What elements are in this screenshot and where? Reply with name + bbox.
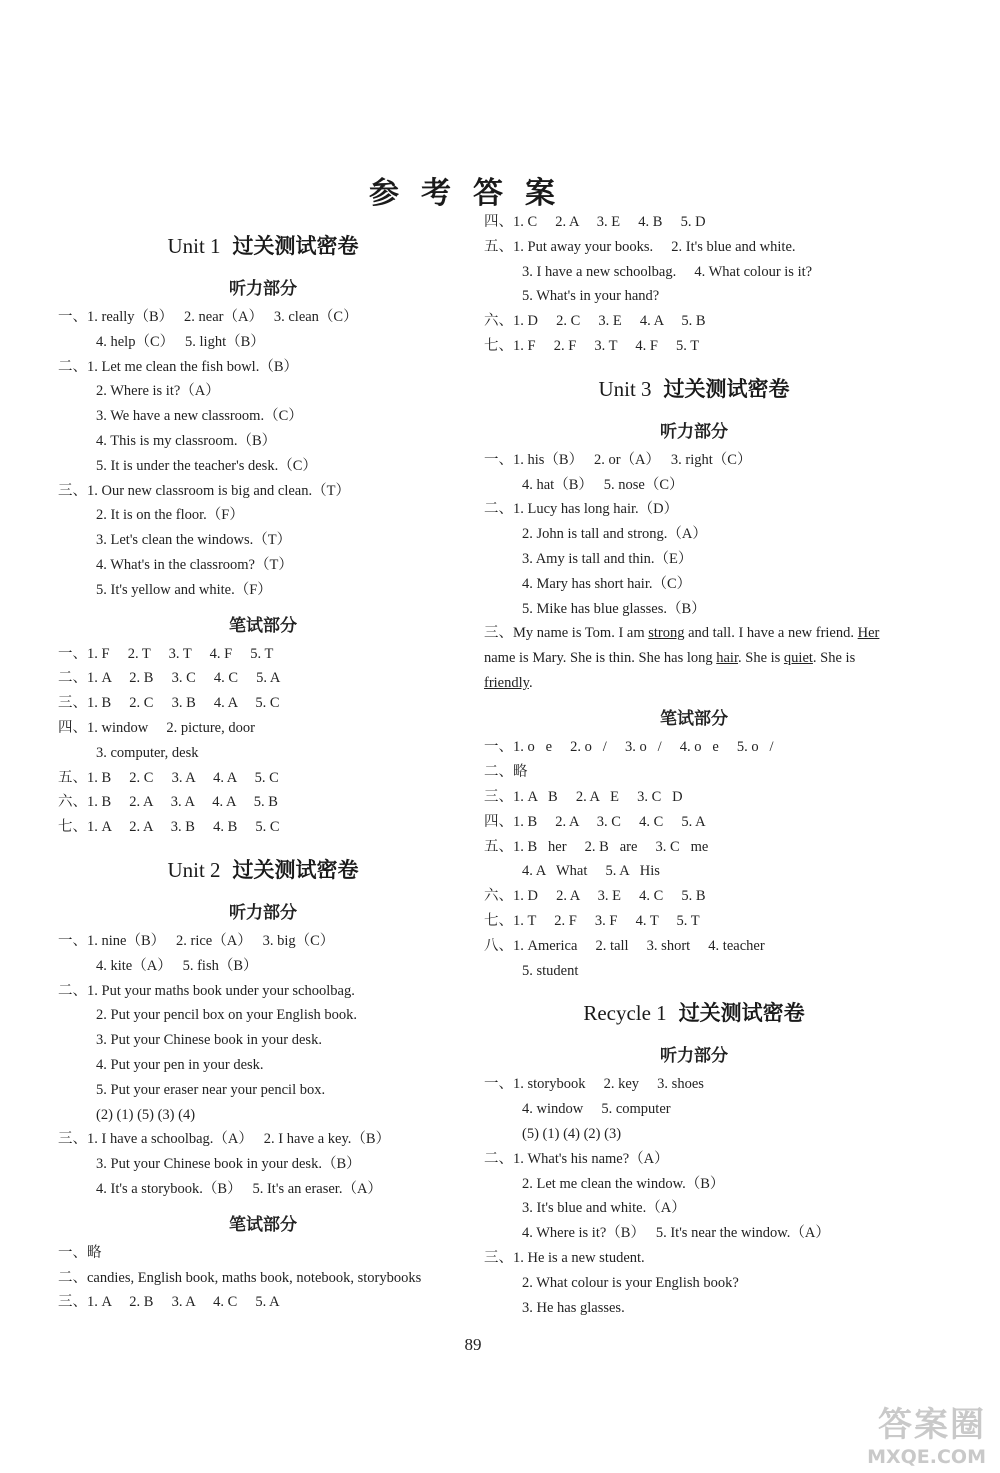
answer-line: 4. hat（B） 5. nose（C） [522, 476, 684, 493]
answer-line: 三、1. I have a schoolbag.（A） 2. I have a key.（B） [58, 1131, 391, 1148]
unit2-written-answers-cont [484, 210, 904, 359]
unit1-subtitle: 过关测试密卷 [232, 234, 359, 258]
answer-line: 三、1. B 2. C 3. B 4. A 5. C [58, 695, 280, 712]
answer-line: 一、1. F 2. T 3. T 4. F 5. T [58, 645, 274, 662]
watermark-logo [796, 1397, 986, 1467]
recycle1-subtitle: 过关测试密卷 [678, 1001, 805, 1026]
answer-line: 二、1. Let me clean the fish bowl.（B） [58, 358, 299, 375]
answer-line: 3. I have a new schoolbag. 4. What colour is it? [522, 263, 813, 280]
unit3-passage: 三、My name is Tom. I am strong and tall. I have a new friend. Her name is Mary. She is thin. She has long hair. She is quiet. She is friendly. [484, 625, 880, 692]
answer-line: 3. It's blue and white.（A） [522, 1200, 686, 1217]
unit3-listening-heading: 听力部分 [660, 421, 728, 442]
answer-line: 2. What colour is your English book? [522, 1274, 739, 1291]
answer-line: 4. window 5. computer [522, 1101, 671, 1118]
answer-line: 四、1. B 2. A 3. C 4. C 5. A [484, 813, 706, 830]
recycle1-heading [484, 997, 904, 1027]
answer-line: 2. Where is it?（A） [96, 383, 220, 400]
answer-line: 四、1. C 2. A 3. E 4. B 5. D [484, 214, 706, 230]
answer-line: 六、1. D 2. C 3. E 4. A 5. B [484, 313, 706, 330]
answer-line: 4. Mary has short hair.（C） [522, 575, 692, 592]
answer-line: 2. Let me clean the window.（B） [522, 1175, 725, 1192]
answer-line: 3. Amy is tall and thin.（E） [522, 550, 693, 567]
recycle1-listening-heading: 听力部分 [660, 1046, 728, 1067]
unit3-listening-answers [484, 448, 904, 622]
answer-line: 三、1. He is a new student. [484, 1249, 645, 1266]
answer-line: 五、1. B her 2. B are 3. C me [484, 838, 709, 855]
page-number: 89 [464, 1335, 482, 1354]
answer-line: 5. Mike has blue glasses.（B） [522, 600, 706, 617]
answer-line: 七、1. T 2. F 3. F 4. T 5. T [484, 912, 700, 929]
answer-line: 一、1. o e 2. o / 3. o / 4. o e 5. o / [484, 739, 774, 756]
answer-line: 六、1. B 2. A 3. A 4. A 5. B [58, 794, 278, 811]
unit1-listening-answers [58, 305, 468, 603]
answer-word: friendly [484, 675, 529, 692]
answer-line: 3. computer, desk [96, 744, 199, 761]
answer-line: 4. This is my classroom.（B） [96, 432, 277, 449]
answer-line: 三、1. A 2. B 3. A 4. C 5. A [58, 1294, 280, 1311]
answer-word: Her [857, 625, 880, 642]
answer-line: 四、1. window 2. picture, door [58, 719, 255, 736]
answer-line: 5. What's in your hand? [522, 288, 660, 305]
page-title: 参考答案 [369, 176, 577, 211]
unit3-heading [484, 373, 904, 403]
answer-line: 4. Where is it?（B） 5. It's near the window.（A） [522, 1225, 830, 1242]
unit3-title: Unit 3 [598, 376, 652, 401]
unit2-heading [58, 854, 468, 884]
answer-word: hair [716, 650, 738, 667]
answer-line: 三、1. Our new classroom is big and clean.（T） [58, 482, 350, 499]
answer-line: 一、略 [58, 1244, 102, 1261]
answer-line: 2. John is tall and strong.（A） [522, 526, 707, 543]
unit1-written-heading: 笔试部分 [229, 615, 297, 636]
answer-line: 二、1. What's his name?（A） [484, 1150, 669, 1167]
answer-line: 4. help（C） 5. light（B） [96, 333, 265, 350]
answer-line: 5. Put your eraser near your pencil box. [96, 1081, 326, 1098]
answer-line: 二、candies, English book, maths book, notebook, storybooks [58, 1269, 422, 1286]
answer-line: 2. It is on the floor.（F） [96, 507, 244, 524]
answer-line: 3. Let's clean the windows.（T） [96, 532, 292, 549]
answer-line: 八、1. America 2. tall 3. short 4. teacher [484, 937, 765, 954]
right-column [484, 210, 904, 1320]
answer-line: 二、1. Lucy has long hair.（D） [484, 501, 679, 518]
unit1-title: Unit 1 [167, 234, 221, 258]
answer-line: 4. What's in the classroom?（T） [96, 556, 293, 573]
unit2-written-answers [58, 1241, 468, 1315]
answer-line: 七、1. F 2. F 3. T 4. F 5. T [484, 337, 700, 354]
answer-line: 二、略 [484, 764, 528, 781]
unit2-subtitle: 过关测试密卷 [232, 857, 359, 882]
answer-line: 三、1. A B 2. A E 3. C D [484, 788, 683, 805]
recycle1-title: Recycle 1 [583, 1001, 667, 1026]
answer-line: 五、1. B 2. C 3. A 4. A 5. C [58, 769, 279, 786]
answer-line: 4. kite（A） 5. fish（B） [96, 957, 258, 974]
unit2-listening-answers [58, 929, 468, 1202]
answer-line: 七、1. A 2. A 3. B 4. B 5. C [58, 819, 280, 836]
answer-line: 3. Put your Chinese book in your desk. [96, 1032, 322, 1049]
answer-line: 3. He has glasses. [522, 1299, 625, 1316]
recycle1-listening-answers [484, 1072, 904, 1320]
unit2-listening-heading: 听力部分 [229, 902, 297, 923]
unit3-written-answers [484, 735, 904, 983]
answer-line: 一、1. nine（B） 2. rice（A） 3. big（C） [58, 932, 335, 949]
answer-line: 二、1. Put your maths book under your schoolbag. [58, 982, 355, 999]
watermark-url: MXQE.COM [867, 1446, 986, 1468]
watermark-main: 答案圈 [878, 1405, 986, 1445]
answer-line: 一、1. really（B） 2. near（A） 3. clean（C） [58, 309, 358, 325]
answer-line: 4. Put your pen in your desk. [96, 1056, 264, 1073]
answer-line: 5. It is under the teacher's desk.（C） [96, 457, 317, 474]
unit2-title: Unit 2 [167, 857, 221, 882]
answer-word: quiet [783, 650, 813, 667]
answer-line: 5. It's yellow and white.（F） [96, 581, 272, 598]
answer-line: 五、1. Put away your books. 2. It's blue and white. [484, 238, 796, 255]
answer-line: (5) (1) (4) (2) (3) [522, 1125, 622, 1142]
answer-line: 二、1. A 2. B 3. C 4. C 5. A [58, 670, 281, 687]
answer-line: (2) (1) (5) (3) (4) [96, 1106, 196, 1123]
answer-line: 4. A What 5. A His [522, 863, 660, 880]
answer-line: 六、1. D 2. A 3. E 4. C 5. B [484, 888, 706, 905]
answer-word: strong [648, 625, 685, 642]
unit3-subtitle: 过关测试密卷 [663, 376, 790, 401]
unit1-heading [58, 230, 468, 260]
unit1-written-answers [58, 642, 468, 840]
unit3-written-heading: 笔试部分 [660, 709, 728, 730]
answer-line: 2. Put your pencil box on your English book. [96, 1007, 357, 1024]
answer-line: 一、1. storybook 2. key 3. shoes [484, 1076, 704, 1093]
answer-line: 5. student [522, 962, 579, 979]
answer-line: 3. Put your Chinese book in your desk.（B） [96, 1156, 361, 1173]
unit1-listening-heading: 听力部分 [229, 279, 297, 299]
left-column [58, 220, 468, 1315]
answer-line: 3. We have a new classroom.（C） [96, 408, 303, 425]
answer-line: 4. It's a storybook.（B） 5. It's an eraser.（A） [96, 1180, 382, 1197]
unit2-written-heading: 笔试部分 [229, 1214, 297, 1235]
answer-line: 一、1. his（B） 2. or（A） 3. right（C） [484, 451, 752, 468]
